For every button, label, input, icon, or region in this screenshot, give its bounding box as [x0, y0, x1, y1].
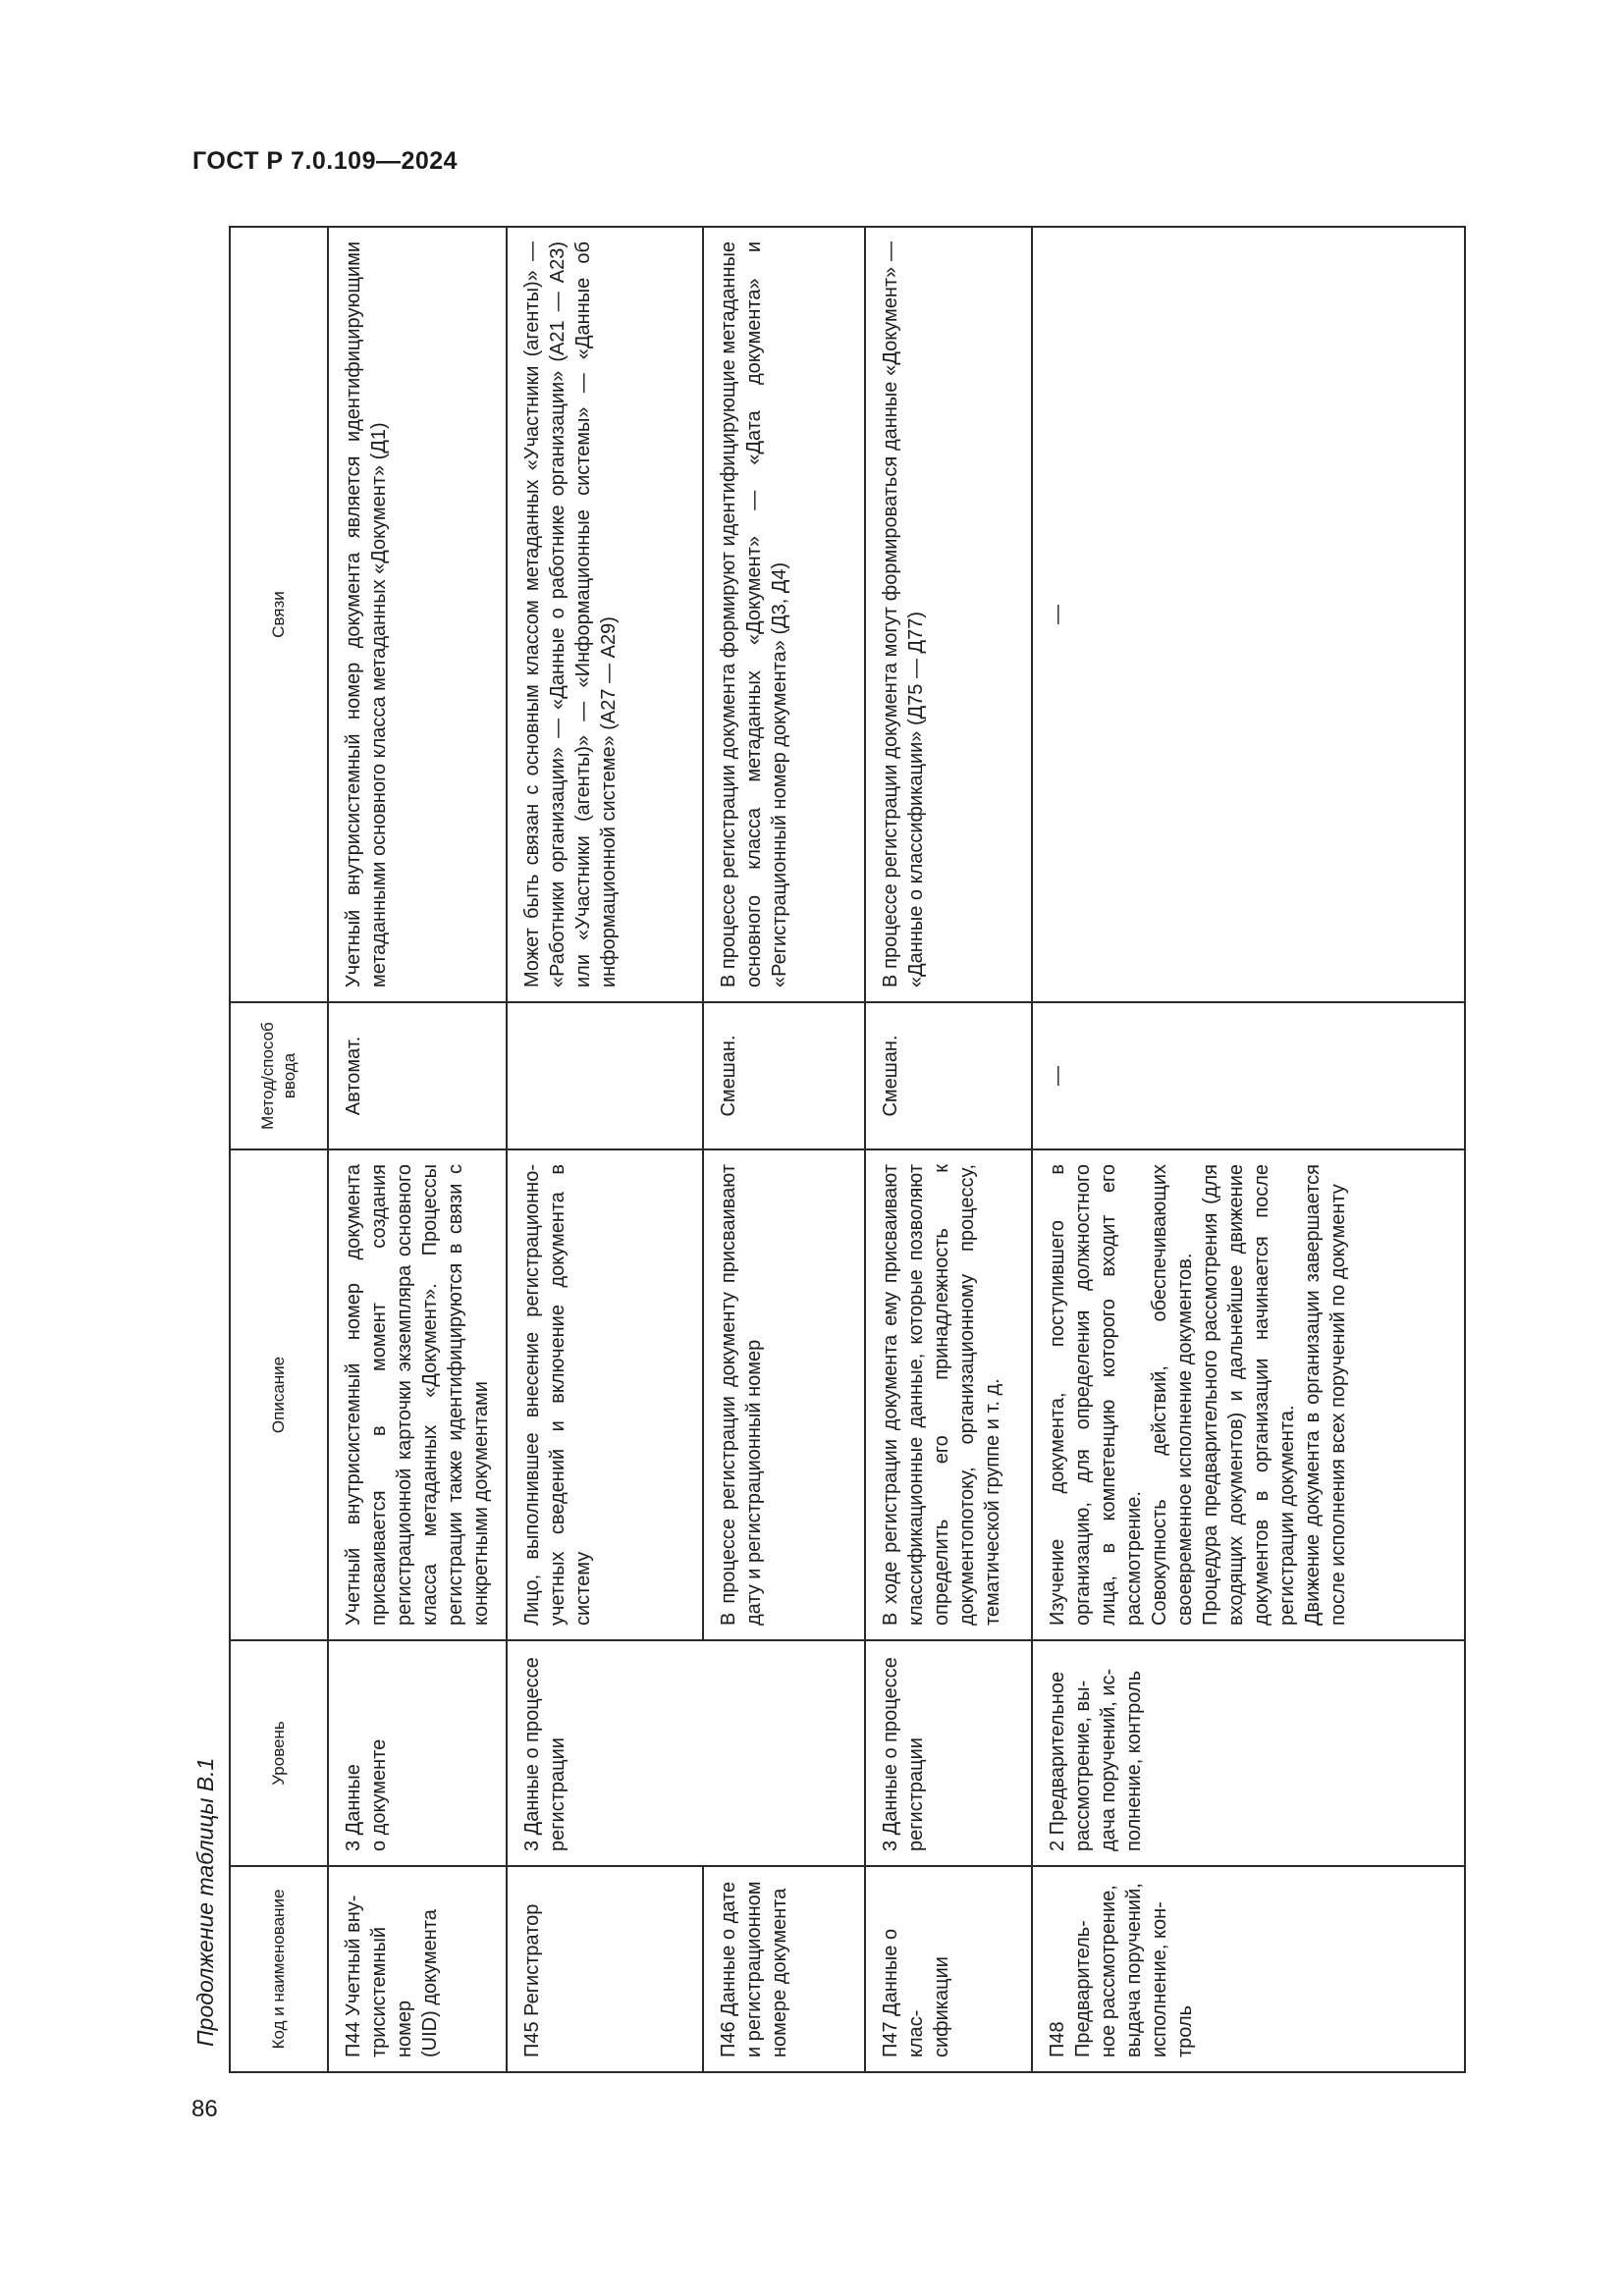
cell-description: Лицо, выполнившее внесение регистрационно-учетных сведений и включение документа в систему	[507, 1149, 703, 1640]
cell-links: —	[1032, 227, 1465, 1002]
cell-links: В процессе регистрации документа могут формироваться данные «Документ» — «Данные о классификации» (Д75 — Д77)	[865, 227, 1032, 1002]
cell-description: Изучение документа, поступившего в организацию, для определения должностного лица, в компетенцию которого входит его рассмотрение. Совокупность действий, обеспечивающих своевременное исполнение документов. Процедура предварительного рассмотрения (для входящих документов) и дальнейшее движение документов в организации начинается после регистрации документа. Движение документа в организации завершается после исполнения всех поручений по документу	[1032, 1149, 1465, 1640]
cell-method: Смешан.	[703, 1002, 865, 1149]
cell-description: Учетный внутрисистемный номер документа присваивается в момент создания регистрационной карточки экземпляра основного класса метаданных «Документ». Процессы регистрации также идентифицируются в связи с конкретными документами	[328, 1149, 507, 1640]
column-header-level: Уровень	[230, 1640, 328, 1866]
document-header: ГОСТ Р 7.0.109—2024	[192, 147, 459, 175]
cell-links: Учетный внутрисистемный номер документа является идентифицирующими метаданными основного класса метаданных «Документ» (Д1)	[328, 227, 507, 1002]
column-header-code: Код и наименование	[230, 1866, 328, 2072]
cell-method	[507, 1002, 703, 1149]
cell-description: В ходе регистрации документа ему присваивают классификационные данные, которые позволяют определить его принадлежность к документопотоку, организационному процессу, тематической группе и т. д.	[865, 1149, 1032, 1640]
cell-method: Автомат.	[328, 1002, 507, 1149]
column-header-description: Описание	[230, 1149, 328, 1640]
cell-level: 2 Предварительное рассмотрение, вы- дача поручений, ис- полнение, контроль	[1032, 1640, 1465, 1866]
cell-links: В процессе регистрации документа формируют идентифицирующие метаданные основного класса метаданных «Документ» — «Дата документа» и «Регистрационный номер документа» (Д3, Д4)	[703, 227, 865, 1002]
cell-level: 3 Данные о документе	[328, 1640, 507, 1866]
table-row	[507, 227, 703, 2072]
column-header-method: Метод/способ ввода	[230, 1002, 328, 1149]
table-row	[328, 227, 507, 2072]
table-row	[865, 227, 1032, 2072]
table-row	[1032, 227, 1465, 2072]
cell-code: П48 Предваритель- ное рассмотрение, выдача поручений, исполнение, кон- троль	[1032, 1866, 1465, 2072]
cell-code: П45 Регистратор	[507, 1866, 703, 2072]
cell-code: П47 Данные о клас- сификации	[865, 1866, 1032, 2072]
cell-links: Может быть связан с основным классом метаданных «Участники (агенты)» — «Работники организации» — «Данные о работнике организации» (А21 — А23) или «Участники (агенты)» — «Информационные системы» — «Данные об информационной системе» (А27 — А29)	[507, 227, 703, 1002]
page-number: 86	[191, 2096, 218, 2122]
cell-code: П44 Учетный вну- трисистемный номер (UID) документа	[328, 1866, 507, 2072]
table-continuation-caption: Продолжение таблицы В.1	[192, 1757, 218, 2047]
table-header-row	[230, 227, 328, 2072]
cell-code: П46 Данные о дате и регистрационном номере документа	[703, 1866, 865, 2072]
column-header-links: Связи	[230, 227, 328, 1002]
rotated-table-container	[229, 228, 1466, 2073]
cell-level: 3 Данные о процессе регистрации	[507, 1640, 865, 1866]
metadata-table	[229, 226, 1466, 2073]
cell-method: —	[1032, 1002, 1465, 1149]
cell-description: В процессе регистрации документу присваивают дату и регистрационный номер	[703, 1149, 865, 1640]
cell-level: 3 Данные о процессе регистрации	[865, 1640, 1032, 1866]
cell-method: Смешан.	[865, 1002, 1032, 1149]
